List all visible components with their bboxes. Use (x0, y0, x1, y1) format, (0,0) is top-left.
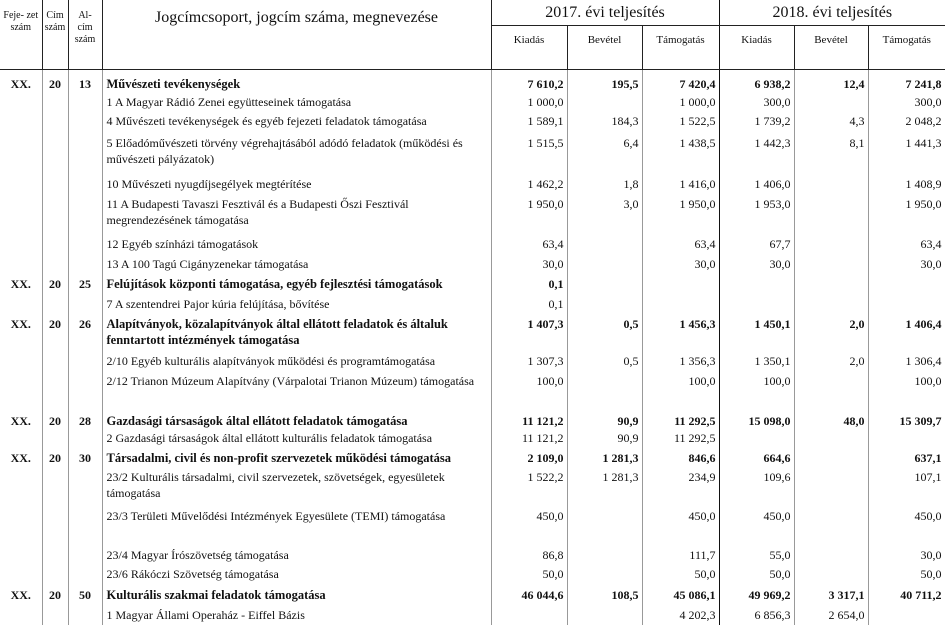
cim-cell (42, 256, 68, 276)
table-row (0, 430, 945, 450)
cim-cell: 20 (42, 413, 68, 430)
name-cell: Felújítások központi támogatása, egyéb fejlesztési támogatások (102, 276, 491, 296)
tamogatas-2017-cell: 846,6 (642, 450, 719, 469)
fejezet-cell (0, 94, 42, 113)
tamogatas-2017-cell: 11 292,5 (642, 413, 719, 430)
tamogatas-2017-cell: 4 202,3 (642, 607, 719, 625)
cim-cell: 20 (42, 587, 68, 607)
fejezet-cell (0, 176, 42, 196)
tamogatas-2018-cell: 7 241,8 (868, 76, 945, 94)
bevetel-2017-cell: 1 281,3 (567, 469, 642, 508)
name-cell: 5 Előadóművészeti törvény végrehajtásából adódó feladatok (működési és művészeti pályázatok) (102, 135, 491, 176)
name-cell: 7 A szentendrei Pajor kúria felújítása, bővítése (102, 296, 491, 316)
table-row (0, 373, 945, 413)
cim-cell (42, 547, 68, 566)
alcim-cell (68, 469, 102, 508)
bevetel-2017-cell (567, 547, 642, 566)
group-row (0, 587, 945, 607)
bevetel-2018-cell (794, 547, 868, 566)
alcim-cell: 26 (68, 316, 102, 353)
alcim-cell (68, 94, 102, 113)
cim-cell: 20 (42, 316, 68, 353)
bevetel-2017-cell (567, 508, 642, 547)
kiadas-2018-cell: 100,0 (719, 373, 794, 413)
name-cell: 23/6 Rákóczi Szövetség támogatása (102, 566, 491, 587)
cim-cell: 20 (42, 276, 68, 296)
fejezet-cell: XX. (0, 587, 42, 607)
name-cell: 11 A Budapesti Tavaszi Fesztivál és a Budapesti Őszi Fesztivál megrendezésének támogatása (102, 196, 491, 236)
header-kiadas-2018: Kiadás (719, 26, 794, 70)
name-cell: 23/3 Területi Művelődési Intézmények Egyesülete (TEMI) támogatása (102, 508, 491, 547)
tamogatas-2018-cell: 63,4 (868, 236, 945, 256)
kiadas-2018-cell: 1 450,1 (719, 316, 794, 353)
alcim-cell (68, 236, 102, 256)
table-row (0, 256, 945, 276)
bevetel-2017-cell (567, 296, 642, 316)
name-cell: 2/10 Egyéb kulturális alapítványok működési és programtámogatása (102, 353, 491, 373)
fejezet-cell (0, 296, 42, 316)
fejezet-cell (0, 607, 42, 625)
name-cell: 4 Művészeti tevékenységek és egyéb fejezeti feladatok támogatása (102, 113, 491, 135)
kiadas-2018-cell (719, 430, 794, 450)
kiadas-2017-cell: 11 121,2 (491, 413, 567, 430)
fejezet-cell (0, 566, 42, 587)
name-cell: 1 Magyar Állami Operaház - Eiffel Bázis (102, 607, 491, 625)
name-cell: Művészeti tevékenységek (102, 76, 491, 94)
alcim-cell (68, 353, 102, 373)
tamogatas-2018-cell: 30,0 (868, 256, 945, 276)
kiadas-2017-cell: 1 522,2 (491, 469, 567, 508)
bevetel-2018-cell (794, 256, 868, 276)
kiadas-2017-cell: 86,8 (491, 547, 567, 566)
alcim-cell (68, 135, 102, 176)
bevetel-2017-cell (567, 566, 642, 587)
kiadas-2017-cell: 11 121,2 (491, 430, 567, 450)
cim-cell (42, 196, 68, 236)
fejezet-cell (0, 113, 42, 135)
cim-cell: 20 (42, 76, 68, 94)
alcim-cell: 28 (68, 413, 102, 430)
kiadas-2018-cell: 1 406,0 (719, 176, 794, 196)
tamogatas-2017-cell: 1 950,0 (642, 196, 719, 236)
header-bevetel-2017: Bevétel (567, 26, 642, 70)
kiadas-2017-cell: 1 307,3 (491, 353, 567, 373)
group-row (0, 450, 945, 469)
kiadas-2018-cell: 1 350,1 (719, 353, 794, 373)
cim-cell (42, 373, 68, 413)
kiadas-2018-cell: 49 969,2 (719, 587, 794, 607)
table-row (0, 469, 945, 508)
cim-cell (42, 508, 68, 547)
fejezet-cell (0, 196, 42, 236)
tamogatas-2018-cell: 50,0 (868, 566, 945, 587)
tamogatas-2017-cell: 111,7 (642, 547, 719, 566)
table-row (0, 547, 945, 566)
tamogatas-2018-cell: 40 711,2 (868, 587, 945, 607)
tamogatas-2018-cell (868, 296, 945, 316)
cim-cell (42, 135, 68, 176)
cim-cell (42, 236, 68, 256)
alcim-cell (68, 566, 102, 587)
tamogatas-2018-cell: 637,1 (868, 450, 945, 469)
fejezet-cell (0, 547, 42, 566)
bevetel-2017-cell (567, 607, 642, 625)
alcim-cell (68, 430, 102, 450)
tamogatas-2017-cell: 50,0 (642, 566, 719, 587)
tamogatas-2017-cell: 7 420,4 (642, 76, 719, 94)
name-cell: 1 A Magyar Rádió Zenei együtteseinek támogatása (102, 94, 491, 113)
bevetel-2018-cell (794, 176, 868, 196)
kiadas-2018-cell: 6 938,2 (719, 76, 794, 94)
tamogatas-2017-cell: 1 522,5 (642, 113, 719, 135)
bevetel-2017-cell: 195,5 (567, 76, 642, 94)
tamogatas-2018-cell: 2 048,2 (868, 113, 945, 135)
bevetel-2018-cell (794, 450, 868, 469)
tamogatas-2018-cell: 450,0 (868, 508, 945, 547)
bevetel-2018-cell (794, 373, 868, 413)
alcim-cell (68, 607, 102, 625)
cim-cell (42, 430, 68, 450)
bevetel-2017-cell: 1,8 (567, 176, 642, 196)
cim-cell (42, 469, 68, 508)
kiadas-2018-cell: 30,0 (719, 256, 794, 276)
name-cell: 2 Gazdasági társaságok által ellátott kulturális feladatok támogatása (102, 430, 491, 450)
table-row (0, 236, 945, 256)
group-row (0, 413, 945, 430)
cim-cell (42, 296, 68, 316)
bevetel-2017-cell (567, 94, 642, 113)
kiadas-2017-cell: 0,1 (491, 276, 567, 296)
kiadas-2018-cell (719, 276, 794, 296)
cim-cell (42, 176, 68, 196)
tamogatas-2017-cell: 11 292,5 (642, 430, 719, 450)
header-tamogatas-2018: Támogatás (868, 26, 945, 70)
tamogatas-2017-cell: 45 086,1 (642, 587, 719, 607)
bevetel-2018-cell (794, 196, 868, 236)
bevetel-2018-cell: 8,1 (794, 135, 868, 176)
header-title: Jogcímcsoport, jogcím száma, megnevezése (102, 0, 491, 70)
bevetel-2017-cell: 108,5 (567, 587, 642, 607)
tamogatas-2018-cell: 107,1 (868, 469, 945, 508)
kiadas-2017-cell: 63,4 (491, 236, 567, 256)
table-row (0, 135, 945, 176)
bevetel-2018-cell (794, 276, 868, 296)
bevetel-2018-cell: 48,0 (794, 413, 868, 430)
tamogatas-2018-cell: 300,0 (868, 94, 945, 113)
alcim-cell (68, 373, 102, 413)
bevetel-2017-cell: 3,0 (567, 196, 642, 236)
bevetel-2018-cell (794, 469, 868, 508)
table-row (0, 176, 945, 196)
tamogatas-2018-cell: 30,0 (868, 547, 945, 566)
kiadas-2018-cell: 15 098,0 (719, 413, 794, 430)
header-fejezet: Feje- zet szám (0, 0, 42, 70)
alcim-cell: 25 (68, 276, 102, 296)
name-cell: Gazdasági társaságok által ellátott feladatok támogatása (102, 413, 491, 430)
fejezet-cell: XX. (0, 450, 42, 469)
bevetel-2017-cell: 90,9 (567, 430, 642, 450)
bevetel-2018-cell (794, 94, 868, 113)
bevetel-2018-cell (794, 566, 868, 587)
cim-cell (42, 94, 68, 113)
header-year-2018: 2018. évi teljesítés (719, 0, 945, 26)
name-cell: 2/12 Trianon Múzeum Alapítvány (Várpalotai Trianon Múzeum) támogatása (102, 373, 491, 413)
tamogatas-2018-cell (868, 430, 945, 450)
tamogatas-2017-cell: 1 416,0 (642, 176, 719, 196)
tamogatas-2018-cell: 1 406,4 (868, 316, 945, 353)
group-row (0, 76, 945, 94)
kiadas-2017-cell: 50,0 (491, 566, 567, 587)
alcim-cell: 13 (68, 76, 102, 94)
tamogatas-2017-cell: 234,9 (642, 469, 719, 508)
table-body (0, 70, 945, 625)
header-tamogatas-2017: Támogatás (642, 26, 719, 70)
fejezet-cell (0, 373, 42, 413)
kiadas-2018-cell: 450,0 (719, 508, 794, 547)
kiadas-2018-cell: 6 856,3 (719, 607, 794, 625)
kiadas-2017-cell (491, 607, 567, 625)
alcim-cell (68, 196, 102, 236)
bevetel-2018-cell: 3 317,1 (794, 587, 868, 607)
name-cell: 10 Művészeti nyugdíjsegélyek megtérítése (102, 176, 491, 196)
tamogatas-2018-cell: 15 309,7 (868, 413, 945, 430)
tamogatas-2018-cell (868, 607, 945, 625)
fejezet-cell (0, 430, 42, 450)
bevetel-2017-cell: 6,4 (567, 135, 642, 176)
bevetel-2018-cell (794, 236, 868, 256)
kiadas-2017-cell: 100,0 (491, 373, 567, 413)
alcim-cell: 30 (68, 450, 102, 469)
kiadas-2018-cell: 67,7 (719, 236, 794, 256)
bevetel-2018-cell: 12,4 (794, 76, 868, 94)
tamogatas-2017-cell: 30,0 (642, 256, 719, 276)
tamogatas-2017-cell (642, 296, 719, 316)
bevetel-2017-cell (567, 256, 642, 276)
kiadas-2017-cell: 30,0 (491, 256, 567, 276)
bevetel-2018-cell (794, 508, 868, 547)
table-row (0, 113, 945, 135)
tamogatas-2017-cell: 1 456,3 (642, 316, 719, 353)
table-row (0, 353, 945, 373)
table-row (0, 296, 945, 316)
cim-cell: 20 (42, 450, 68, 469)
kiadas-2018-cell: 50,0 (719, 566, 794, 587)
kiadas-2017-cell: 46 044,6 (491, 587, 567, 607)
kiadas-2017-cell: 1 407,3 (491, 316, 567, 353)
alcim-cell (68, 296, 102, 316)
name-cell: 23/2 Kulturális társadalmi, civil szervezetek, szövetségek, egyesületek támogatása (102, 469, 491, 508)
alcim-cell (68, 508, 102, 547)
name-cell: 13 A 100 Tagú Cigányzenekar támogatása (102, 256, 491, 276)
kiadas-2017-cell: 1 000,0 (491, 94, 567, 113)
cim-cell (42, 566, 68, 587)
kiadas-2018-cell: 109,6 (719, 469, 794, 508)
tamogatas-2018-cell: 1 306,4 (868, 353, 945, 373)
tamogatas-2017-cell: 63,4 (642, 236, 719, 256)
kiadas-2017-cell: 1 950,0 (491, 196, 567, 236)
bevetel-2017-cell: 184,3 (567, 113, 642, 135)
fejezet-cell (0, 469, 42, 508)
kiadas-2018-cell: 1 739,2 (719, 113, 794, 135)
name-cell: Alapítványok, közalapítványok által ellátott feladatok és általuk fenntartott intézmények támogatása (102, 316, 491, 353)
alcim-cell (68, 256, 102, 276)
bevetel-2017-cell: 90,9 (567, 413, 642, 430)
tamogatas-2018-cell: 1 441,3 (868, 135, 945, 176)
bevetel-2018-cell (794, 430, 868, 450)
bevetel-2017-cell (567, 373, 642, 413)
kiadas-2018-cell: 664,6 (719, 450, 794, 469)
tamogatas-2018-cell: 100,0 (868, 373, 945, 413)
fejezet-cell: XX. (0, 413, 42, 430)
table-row (0, 196, 945, 236)
table-row (0, 94, 945, 113)
kiadas-2018-cell: 1 442,3 (719, 135, 794, 176)
tamogatas-2017-cell: 1 356,3 (642, 353, 719, 373)
fejezet-cell: XX. (0, 316, 42, 353)
table-row (0, 607, 945, 625)
fejezet-cell (0, 508, 42, 547)
bevetel-2017-cell (567, 236, 642, 256)
bevetel-2017-cell (567, 276, 642, 296)
fejezet-cell (0, 353, 42, 373)
kiadas-2017-cell: 450,0 (491, 508, 567, 547)
kiadas-2017-cell: 7 610,2 (491, 76, 567, 94)
cim-cell (42, 353, 68, 373)
kiadas-2018-cell (719, 296, 794, 316)
bevetel-2018-cell: 2,0 (794, 316, 868, 353)
alcim-cell (68, 547, 102, 566)
bevetel-2018-cell (794, 296, 868, 316)
name-cell: Társadalmi, civil és non-profit szervezetek működési támogatása (102, 450, 491, 469)
header-cim: Cím szám (42, 0, 68, 70)
bevetel-2018-cell: 4,3 (794, 113, 868, 135)
header-bevetel-2018: Bevétel (794, 26, 868, 70)
table-row (0, 566, 945, 587)
kiadas-2017-cell: 1 462,2 (491, 176, 567, 196)
cim-cell (42, 113, 68, 135)
alcim-cell (68, 113, 102, 135)
bevetel-2017-cell: 0,5 (567, 353, 642, 373)
header-year-2017: 2017. évi teljesítés (491, 0, 719, 26)
alcim-cell (68, 176, 102, 196)
kiadas-2017-cell: 0,1 (491, 296, 567, 316)
name-cell: Kulturális szakmai feladatok támogatása (102, 587, 491, 607)
bevetel-2017-cell: 0,5 (567, 316, 642, 353)
tamogatas-2018-cell: 1 950,0 (868, 196, 945, 236)
bevetel-2017-cell: 1 281,3 (567, 450, 642, 469)
tamogatas-2017-cell: 1 438,5 (642, 135, 719, 176)
fejezet-cell: XX. (0, 76, 42, 94)
fejezet-cell (0, 236, 42, 256)
fejezet-cell: XX. (0, 276, 42, 296)
bevetel-2018-cell: 2,0 (794, 353, 868, 373)
group-row (0, 276, 945, 296)
tamogatas-2017-cell: 450,0 (642, 508, 719, 547)
cim-cell (42, 607, 68, 625)
bevetel-2018-cell: 2 654,0 (794, 607, 868, 625)
tamogatas-2017-cell: 1 000,0 (642, 94, 719, 113)
kiadas-2017-cell: 1 589,1 (491, 113, 567, 135)
header-alcim: Al- cím szám (68, 0, 102, 70)
fejezet-cell (0, 135, 42, 176)
name-cell: 23/4 Magyar Írószövetség támogatása (102, 547, 491, 566)
table-row (0, 508, 945, 547)
tamogatas-2018-cell: 1 408,9 (868, 176, 945, 196)
fejezet-cell (0, 256, 42, 276)
name-cell: 12 Egyéb színházi támogatások (102, 236, 491, 256)
kiadas-2017-cell: 1 515,5 (491, 135, 567, 176)
tamogatas-2017-cell (642, 276, 719, 296)
header-kiadas-2017: Kiadás (491, 26, 567, 70)
tamogatas-2017-cell: 100,0 (642, 373, 719, 413)
kiadas-2017-cell: 2 109,0 (491, 450, 567, 469)
alcim-cell: 50 (68, 587, 102, 607)
kiadas-2018-cell: 1 953,0 (719, 196, 794, 236)
group-row (0, 316, 945, 353)
kiadas-2018-cell: 55,0 (719, 547, 794, 566)
tamogatas-2018-cell (868, 276, 945, 296)
kiadas-2018-cell: 300,0 (719, 94, 794, 113)
